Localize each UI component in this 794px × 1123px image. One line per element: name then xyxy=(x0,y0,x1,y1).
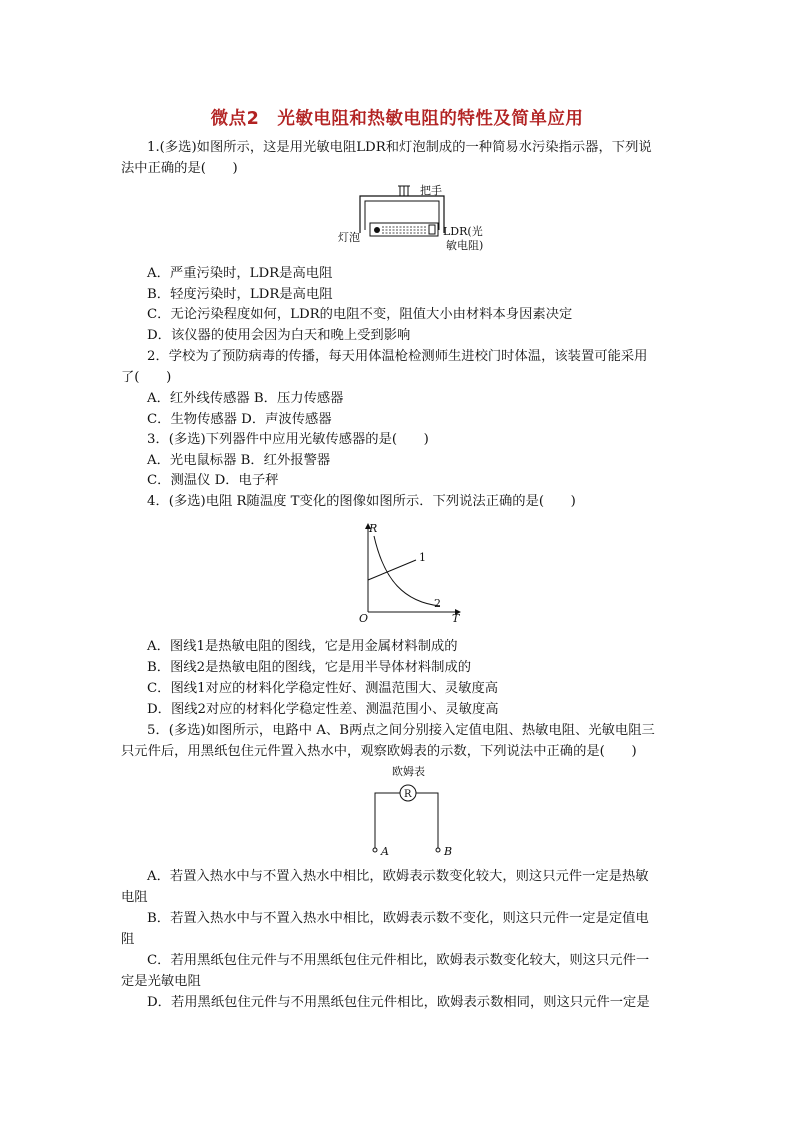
ohmmeter-symbol-letter: R xyxy=(404,789,412,800)
q5-option-d-line1: D．若用黑纸包住元件与不用黑纸包住元件相比，欧姆表示数相同，则这只元件一定是 xyxy=(147,995,650,1010)
terminal-b xyxy=(436,848,440,852)
q5-option-b-line1: B．若置入热水中与不置入热水中相比，欧姆表示数不变化，则这只元件一定是定值电 xyxy=(147,911,649,926)
section-title: 微点2 光敏电阻和热敏电阻的特性及简单应用 xyxy=(210,109,584,129)
origin-label: O xyxy=(359,612,369,625)
q5-figure-ohmmeter-circuit xyxy=(364,764,460,860)
point-b-label: B xyxy=(444,845,453,858)
ldr-label-line1: LDR(光 xyxy=(443,225,483,238)
q4-figure-r-t-graph xyxy=(352,522,464,624)
q4-option-c: C．图线1对应的材料化学稳定性好、测温范围大、灵敏度高 xyxy=(147,681,499,696)
handle-label: 把手 xyxy=(420,184,442,197)
x-axis-label: T xyxy=(452,612,460,625)
q1-stem-line1: 1.(多选)如图所示，这是用光敏电阻LDR和灯泡制成的一种简易水污染指示器，下列说 xyxy=(147,140,652,155)
q1-stem-line2: 法中正确的是( ) xyxy=(121,161,238,176)
ldr-label-line2: 敏电阻) xyxy=(446,239,484,252)
q2-stem-line1: 2．学校为了预防病毒的传播，每天用体温枪检测师生进校门时体温，该装置可能采用 xyxy=(147,349,648,364)
point-a-label: A xyxy=(381,845,389,858)
handle-shape xyxy=(400,186,408,196)
bulb-label: 灯泡 xyxy=(338,231,360,244)
q5-stem-line2: 只元件后，用黑纸包住元件置入热水中，观察欧姆表的示数，下列说法中正确的是( ) xyxy=(121,744,637,759)
ldr-shape xyxy=(429,225,435,234)
y-axis-label: R xyxy=(369,522,378,535)
terminal-a xyxy=(373,848,377,852)
q1-option-a: A．严重污染时，LDR是高电阻 xyxy=(147,266,333,281)
q1-figure-water-pollution-indicator xyxy=(334,183,494,255)
q1-option-d: D．该仪器的使用会因为白天和晚上受到影响 xyxy=(147,328,411,343)
q4-stem: 4．(多选)电阻 R随温度 T变化的图像如图所示．下列说法正确的是( ) xyxy=(147,494,576,509)
curve-2-label: 2 xyxy=(434,597,441,610)
q1-option-b: B．轻度污染时，LDR是高电阻 xyxy=(147,287,333,302)
curve-1-label: 1 xyxy=(419,551,426,564)
q4-option-d: D．图线2对应的材料化学稳定性差、测温范围小、灵敏度高 xyxy=(147,702,499,717)
q2-options-ab: A．红外线传感器 B．压力传感器 xyxy=(147,391,344,406)
q5-option-a-line2: 电阻 xyxy=(121,890,148,905)
inner-tube xyxy=(365,201,439,230)
water-level xyxy=(382,227,426,233)
q3-stem: 3．(多选)下列器件中应用光敏传感器的是( ) xyxy=(147,432,429,447)
q5-option-a-line1: A．若置入热水中与不置入热水中相比，欧姆表示数变化较大，则这只元件一定是热敏 xyxy=(147,869,649,884)
q2-options-cd: C．生物传感器 D．声波传感器 xyxy=(147,412,332,427)
q2-stem-line2: 了( ) xyxy=(121,370,172,385)
q5-option-b-line2: 阻 xyxy=(121,932,135,947)
q5-option-c-line2: 定是光敏电阻 xyxy=(121,974,201,989)
q4-option-a: A．图线1是热敏电阻的图线，它是用金属材料制成的 xyxy=(147,639,458,654)
meter-label: 欧姆表 xyxy=(392,765,425,778)
bottom-box xyxy=(370,223,438,236)
q3-options-ab: A．光电鼠标器 B．红外报警器 xyxy=(147,453,331,468)
q5-stem-line1: 5．(多选)如图所示，电路中 A、B两点之间分别接入定值电阻、热敏电阻、光敏电阻三 xyxy=(147,723,655,738)
curve-2 xyxy=(374,536,440,606)
q1-option-c: C．无论污染程度如何，LDR的电阻不变，阻值大小由材料本身因素决定 xyxy=(147,307,573,322)
q4-option-b: B．图线2是热敏电阻的图线，它是用半导体材料制成的 xyxy=(147,660,472,675)
q3-options-cd: C．测温仪 D．电子秤 xyxy=(147,473,279,488)
curve-1 xyxy=(368,560,416,580)
bulb-shape xyxy=(374,227,380,233)
q5-option-c-line1: C．若用黑纸包住元件与不用黑纸包住元件相比，欧姆表示数变化较大，则这只元件一 xyxy=(147,953,650,968)
